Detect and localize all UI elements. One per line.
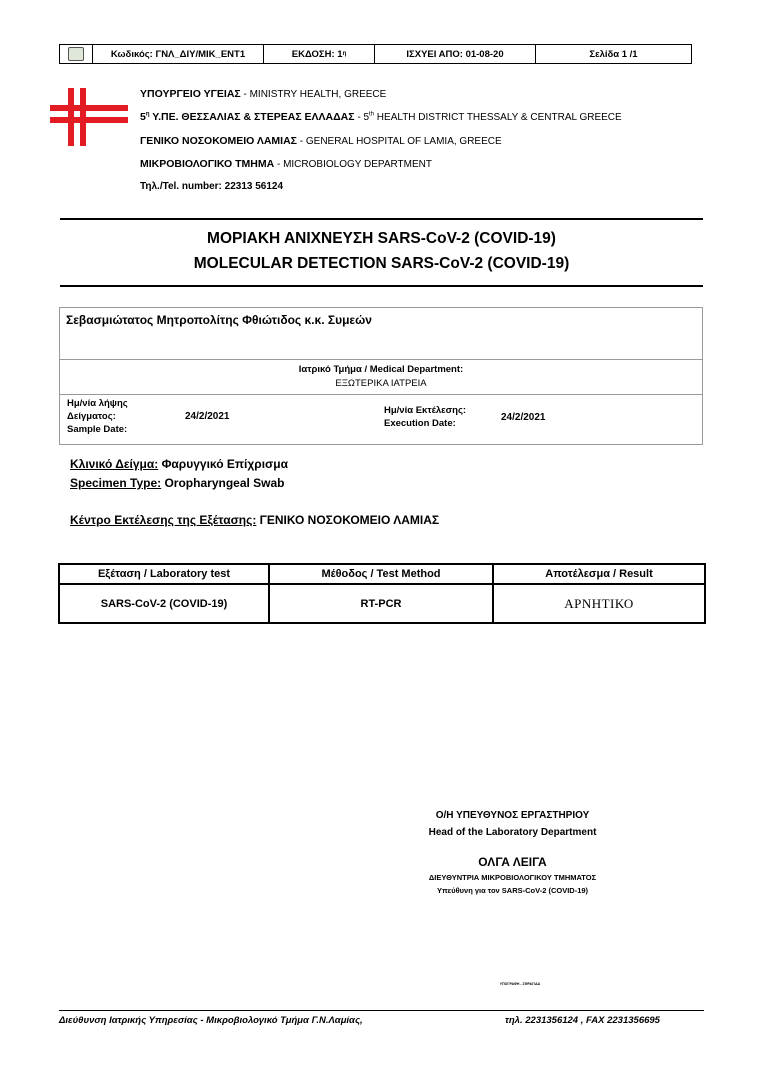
results-data-row [60,585,704,622]
patient-box-line [60,359,702,360]
header-seal-cell [60,45,93,63]
test-method: RT-PCR [270,585,494,622]
document-edition [264,45,375,63]
header-test-method: Μέθοδος / Test Method [270,565,494,583]
document-header-table [59,44,692,64]
district-num: 5 [140,111,146,123]
execution-date-value: 24/2/2021 [501,412,546,423]
sample-date-label-line: Ημ/νία λήψης [67,398,128,409]
signature-title-1: ΔΙΕΥΘΥΝΤΡΙΑ ΜΙΚΡΟΒΙΟΛΟΓΙΚΟΥ ΤΜΗΜΑΤΟΣ [428,873,597,882]
sample-date-label [67,397,128,436]
document-code: Κωδικός: ΓΝΛ_ΔΙΥ/ΜΙΚ_ΕΝΤ1 [93,45,264,63]
specimen-type-label: Specimen Type: [70,476,162,490]
sample-date-label-line: Sample Date: [67,424,128,435]
patient-name: Σεβασμιώτατος Μητροπολίτης Φθιώτιδος κ.κ. Συμεών [66,313,372,327]
district-en: HEALTH DISTRICT THESSALY & CENTRAL GREECE [374,112,622,123]
edition-sup: η [342,51,347,57]
execution-center-value: ΓΕΝΙΚΟ ΝΟΣΟΚΟΜΕΙΟ ΛΑΜΙΑΣ [256,513,440,527]
sample-date-value: 24/2/2021 [185,411,230,422]
department-gr: ΜΙΚΡΟΒΙΟΛΟΓΙΚΟ ΤΜΗΜΑ [140,158,275,170]
medical-department-value: ΕΞΩΤΕΡΙΚΑ ΙΑΤΡΕΙΑ [335,378,427,389]
edition-text: ΕΚΔΟΣΗ: 1 [291,48,343,60]
seal-icon [68,47,84,61]
specimen-type [70,476,285,490]
institution-phone: Τηλ./Tel. number: 22313 56124 [140,181,284,192]
header-laboratory-test: Εξέταση / Laboratory test [60,565,270,583]
ministry-en: - MINISTRY HEALTH, GREECE [240,89,387,100]
medical-department-label: Ιατρικό Τμήμα / Medical Department: [298,364,464,375]
execution-center [70,513,439,527]
institution-hospital [140,135,502,147]
header-result: Αποτέλεσμα / Result [545,568,653,580]
test-result: ΑΡΝΗΤΙΚΟ [564,595,634,611]
patient-info-box [59,307,703,445]
document-valid-from: ΙΣΧΥΕΙ ΑΠΟ: 01-08-20 [375,45,536,63]
district-mid: - 5 [354,112,370,123]
execution-center-label: Κέντρο Εκτέλεσης της Εξέτασης: [70,513,257,527]
department-en: - MICROBIOLOGY DEPARTMENT [274,159,432,170]
hospital-gr: ΓΕΝΙΚΟ ΝΟΣΟΚΟΜΕΙΟ ΛΑΜΙΑΣ [140,135,297,147]
clinical-specimen [70,457,288,471]
clinical-specimen-value: Φαρυγγικό Επίχρισμα [158,457,288,471]
footer-address: Διεύθυνση Ιατρικής Υπηρεσίας - Μικροβιολογικό Τμήμα Γ.Ν.Λαμίας, [59,1015,363,1026]
signature-role-greek: Ο/Η ΥΠΕΥΘΥΝΟΣ ΕΡΓΑΣΤΗΡΙΟΥ [435,810,590,821]
institution-department [140,158,432,170]
results-table [58,563,706,624]
patient-box-line [60,394,702,395]
execution-date-label-line: Ημ/νία Εκτέλεσης: [384,405,467,416]
clinical-specimen-label: Κλινικό Δείγμα: [70,457,159,471]
signature-stamp-note: ΥΠΟΓΡΑΦΗ - ΣΦΡΑΓΙΔΑ [499,982,541,986]
signature-name: ΟΛΓΑ ΛΕΙΓΑ [478,855,547,869]
specimen-type-value: Oropharyngeal Swab [161,476,285,490]
page-number: Σελίδα 1 /1 [589,48,638,60]
document-footer [59,1010,704,1028]
title-english: MOLECULAR DETECTION SARS-CoV-2 (COVID-19) [193,255,570,272]
hospital-en: - GENERAL HOSPITAL OF LAMIA, GREECE [296,136,502,147]
title-divider [60,285,703,287]
title-greek: ΜΟΡΙΑΚΗ ΑΝΙΧΝΕΥΣΗ SARS-CoV-2 (COVID-19) [207,230,556,247]
district-gr: Υ.ΠΕ. ΘΕΣΣΑΛΙΑΣ & ΣΤΕΡΕΑΣ ΕΛΛΑΔΑΣ [149,111,355,123]
district-sup: η [145,111,150,118]
test-name: SARS-CoV-2 (COVID-19) [60,585,270,622]
institution-health-district [140,111,622,123]
ministry-gr: ΥΠΟΥΡΓΕΙΟ ΥΓΕΙΑΣ [140,88,241,100]
footer-contact: τηλ. 2231356124 , FAX 2231356695 [505,1015,660,1026]
sample-date-label-line: Δείγματος: [67,411,116,422]
execution-date-label [384,404,466,430]
institution-ministry [140,88,386,100]
signature-title-2: Υπεύθυνη για τον SARS-CoV-2 (COVID-19) [436,886,589,895]
execution-date-label-line: Execution Date: [384,418,456,429]
district-sup2: th [369,111,375,118]
results-header-row [60,565,704,585]
signature-role-english: Head of the Laboratory Department [428,827,597,838]
header-divider [60,218,703,220]
red-cross-logo-icon [50,86,128,148]
